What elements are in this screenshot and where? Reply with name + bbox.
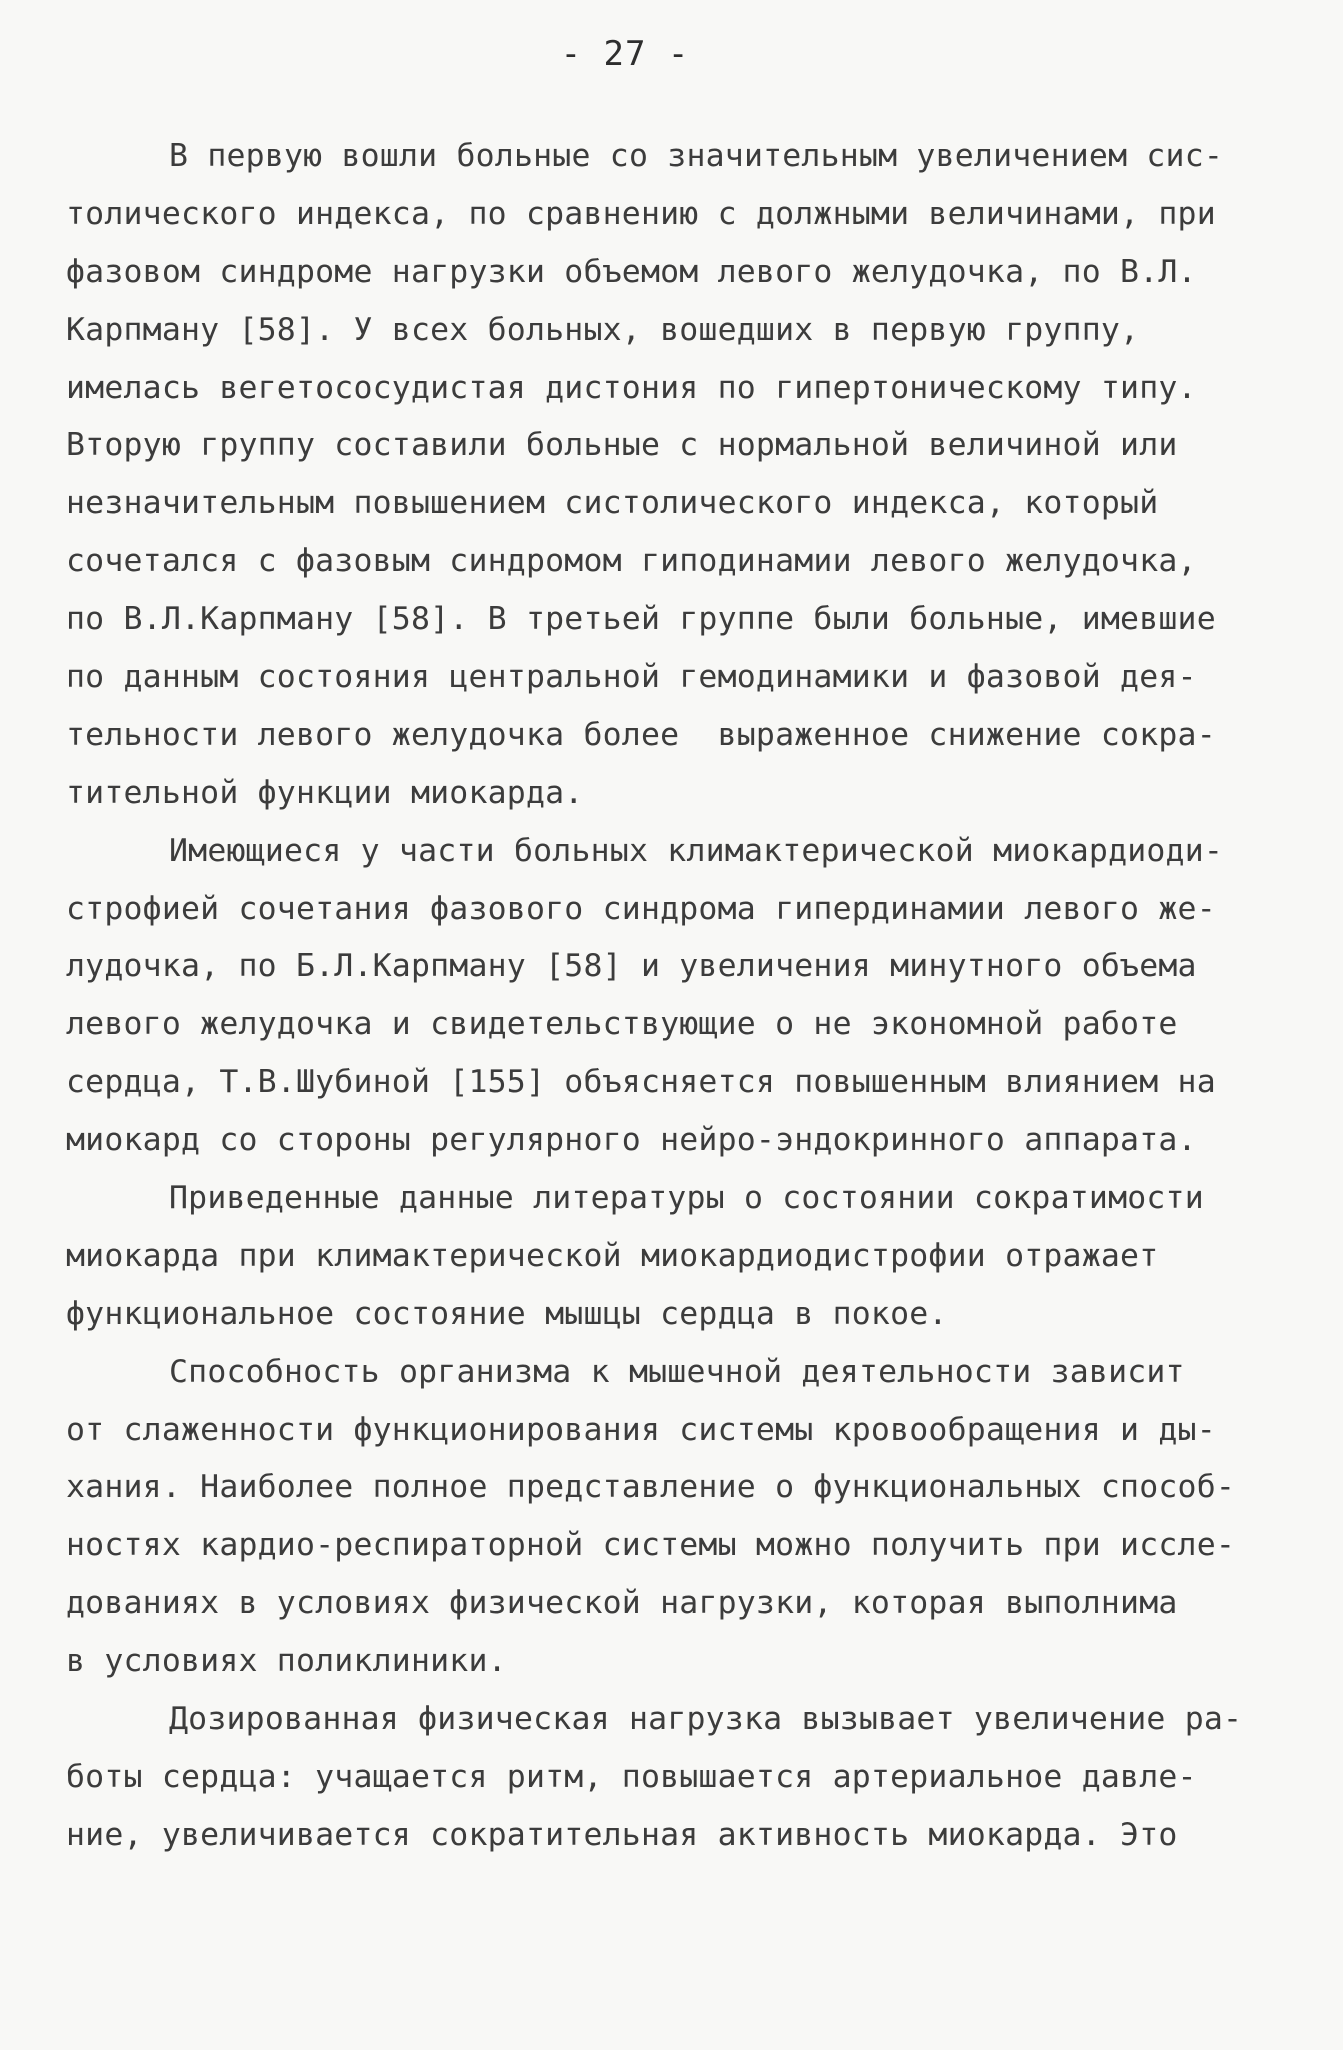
text-line: Имеющиеся у части больных климактерической миокардиоди- <box>169 832 1224 869</box>
text-line: миокарда при климактерической миокардиодистрофии отражает <box>66 1237 1159 1274</box>
text-line: хания. Наиболее полное представление о функциональных способ- <box>66 1469 1236 1506</box>
text-line: тельности левого желудочка более выраженное снижение сокра- <box>66 716 1216 753</box>
text-line: Карпману [58]. У всех больных, вошедших в первую группу, <box>66 311 1140 348</box>
text-line: ние, увеличивается сократительная активность миокарда. Это <box>66 1816 1178 1853</box>
text-line: сочетался с фазовым синдромом гиподинамии левого желудочка, <box>66 543 1197 580</box>
text-line: лудочка, по Б.Л.Карпману [58] и увеличения минутного объема <box>66 948 1197 985</box>
text-line: функциональное состояние мышцы сердца в покое. <box>66 1295 948 1332</box>
text-line: В первую вошли больные со значительным увеличением сис- <box>169 138 1224 174</box>
text-line: имелась вегетососудистая дистония по гипертоническому типу. <box>66 369 1197 406</box>
body-text <box>66 128 1271 1865</box>
text-line: тительной функции миокарда. <box>66 774 584 811</box>
text-line: левого желудочка и свидетельствующие о не экономной работе <box>66 1006 1178 1043</box>
text-line: Способность организма к мышечной деятельности зависит <box>169 1353 1185 1390</box>
text-line: дованиях в условиях физической нагрузки, которая выполнима <box>66 1585 1178 1622</box>
text-line: по В.Л.Карпману [58]. В третьей группе были больные, имевшие <box>66 601 1216 638</box>
text-line: толического индекса, по сравнению с должными величинами, при <box>66 195 1216 232</box>
text-line: ностях кардио-респираторной системы можно получить при иссле- <box>66 1527 1236 1564</box>
page-number: - 27 - <box>560 34 690 74</box>
text-line: строфией сочетания фазового синдрома гипердинамии левого же- <box>66 890 1216 927</box>
text-line: от слаженности функционирования системы кровообращения и ды- <box>66 1411 1216 1448</box>
text-line: сердца, Т.В.Шубиной [155] объясняется повышенным влиянием на <box>66 1064 1216 1101</box>
text-line: миокард со стороны регулярного нейро-эндокринного аппарата. <box>66 1122 1197 1159</box>
text-line: Дозированная физическая нагрузка вызывает увеличение ра- <box>169 1701 1243 1738</box>
text-line: боты сердца: учащается ритм, повышается артериальное давле- <box>66 1758 1197 1795</box>
text-line: Вторую группу составили больные с нормальной величиной или <box>66 427 1178 464</box>
text-line: фазовом синдроме нагрузки объемом левого желудочка, по В.Л. <box>66 253 1197 290</box>
text-line: в условиях поликлиники. <box>66 1643 507 1680</box>
text-line: Приведенные данные литературы о состоянии сократимости <box>169 1180 1204 1217</box>
text-line: незначительным повышением систолического индекса, который <box>66 485 1159 522</box>
text-line: по данным состояния центральной гемодинамики и фазовой дея- <box>66 659 1197 696</box>
